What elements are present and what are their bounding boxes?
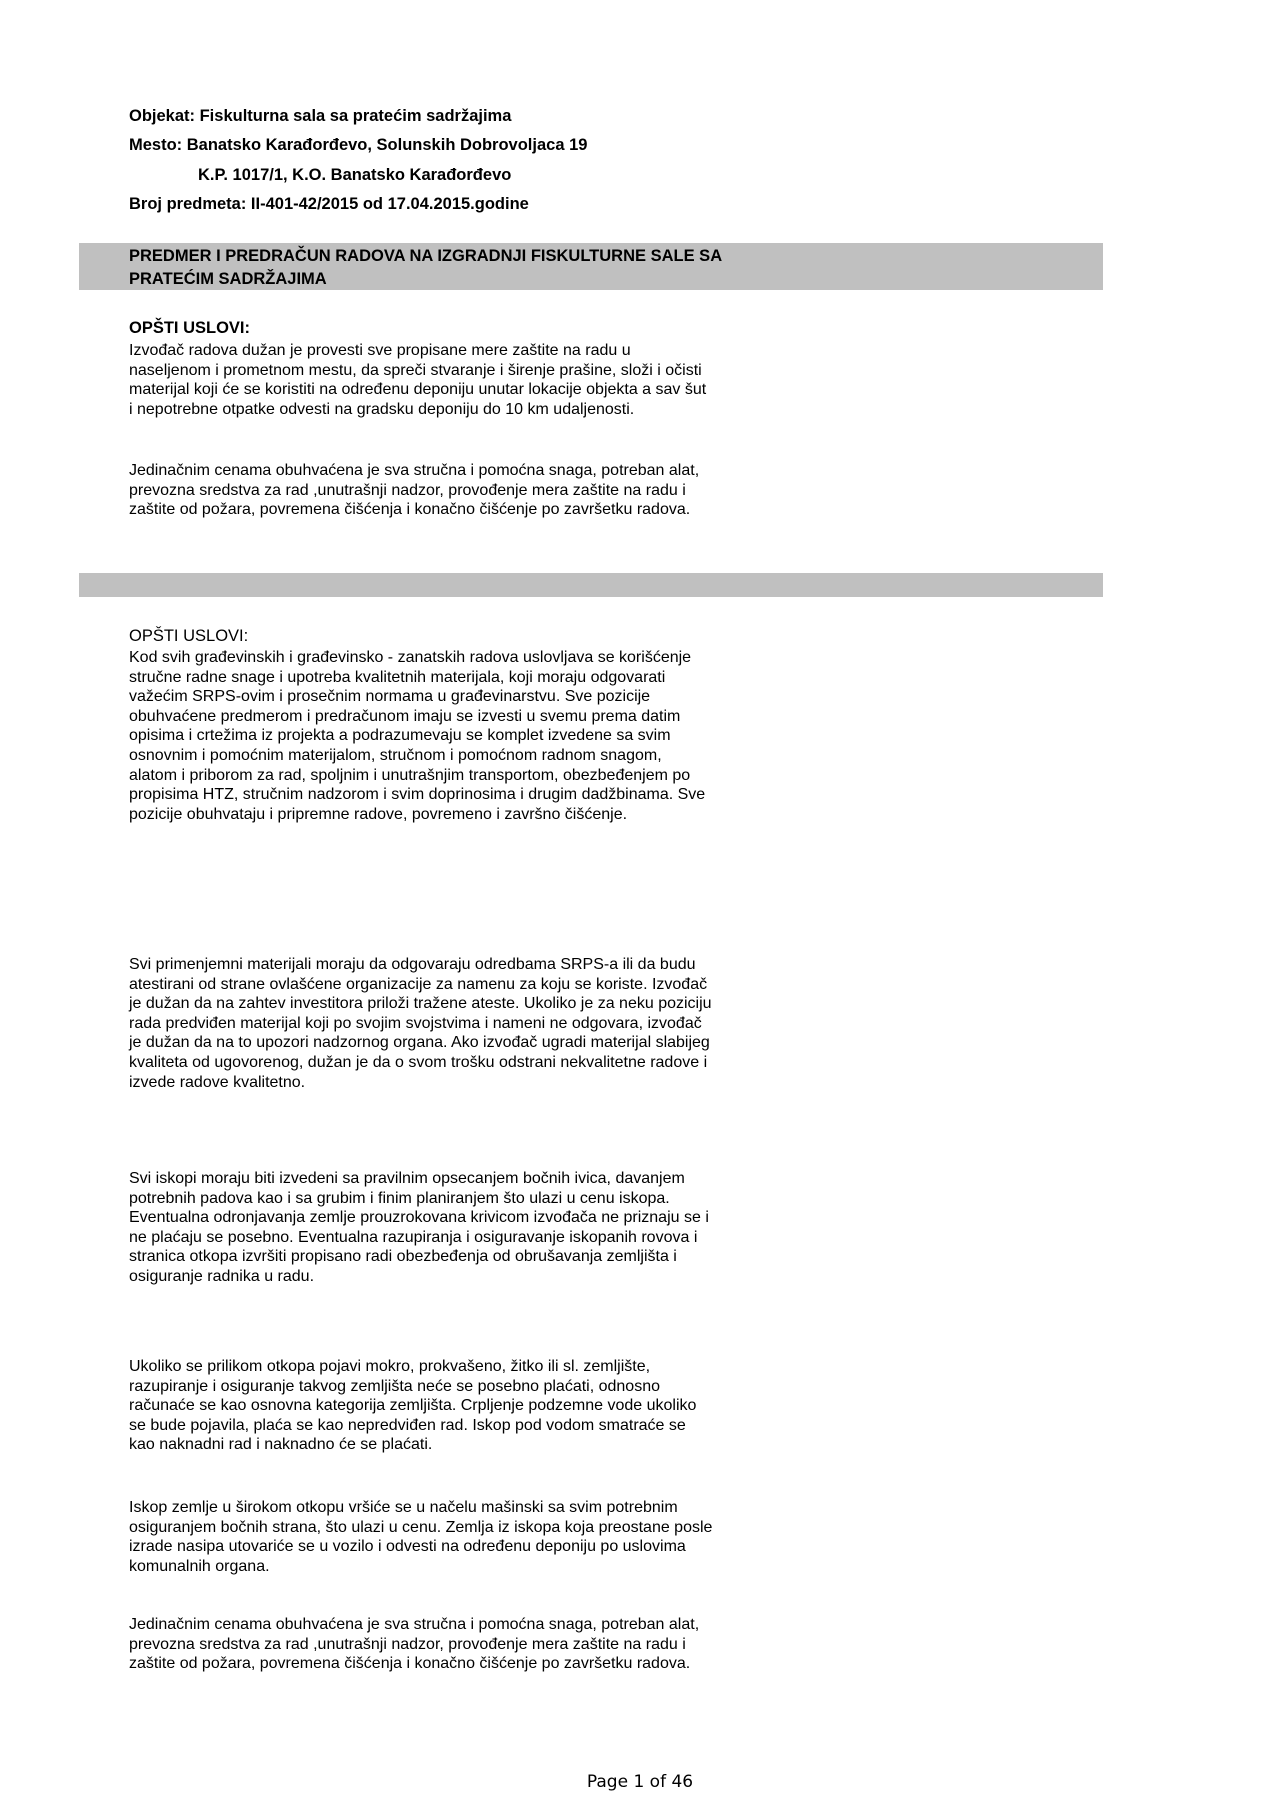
section2-paragraph-6: Jedinačnim cenama obuhvaćena je sva stručna i pomoćna snaga, potreban alat, prevozna sredstva za rad ,unutrašnji nadzor, provođenje mera zaštite na radu i zaštite od požara, povremena čišćenja i konačno čišćenje po završetku radova. bbox=[129, 1616, 700, 1673]
objekat-line: Objekat: Fiskulturna sala sa pratećim sadržajima bbox=[129, 107, 512, 125]
section1-paragraph-1: Izvođač radova dužan je provesti sve propisane mere zaštite na radu u naseljenom i prometnom mestu, da spreči stvaranje i širenje prašine, složi i očisti materijal koji će se koristiti na određenu deponiju unutar lokacije objekta a sav šut i nepotrebne otpatke odvesti na gradsku deponiju do 10 km udaljenosti. bbox=[129, 342, 707, 418]
section2-paragraph-2: Svi primenjemni materijali moraju da odgovaraju odredbama SRPS-a ili da budu atestirani od strane ovlašćene organizacije za namenu za koju se koriste. Izvođač je dužan da na zahtev investitora priloži tražene ateste. Ukoliko je za neku poziciju rada predviđen materijal koji po svojim svojstvima i nameni ne odgovara, izvođač je dužan da na to upozori nadzornog organa. Ako izvođač ugradi materijal slabijeg kvaliteta od ugovorenog, dužan je da o svom trošku odstrani nekvalitetne radove i izvede radove kvalitetno. bbox=[129, 956, 712, 1091]
section2-paragraph-3: Svi iskopi moraju biti izvedeni sa pravilnim opsecanjem bočnih ivica, davanjem potrebnih padova kao i sa grubim i finim planiranjem što ulazi u cenu iskopa. Eventualna odronjavanja zemlje prouzrokovana krivicom izvođača ne priznaju se i ne plaćaju se posebno. Eventualna razupiranja i osiguravanje iskopanih rovova i stranica otkopa izvršiti propisano radi obezbeđenja od obrušavanja zemljišta i osiguranje radnika u radu. bbox=[129, 1170, 709, 1285]
section1-label: OPŠTI USLOVI: bbox=[129, 319, 251, 337]
section2-paragraph-5: Iskop zemlje u širokom otkopu vršiće se u načelu mašinski sa svim potrebnim osiguranjem bočnih strana, što ulazi u cenu. Zemlja iz iskopa koja preostane posle izrade nasipa utovariće se u vozilo i odvesti na određenu deponiju po uslovima komunalnih organa. bbox=[129, 1499, 713, 1575]
separator-band bbox=[79, 573, 1103, 597]
broj-predmeta-line: Broj predmeta: II-401-42/2015 od 17.04.2015.godine bbox=[129, 195, 529, 213]
section2-paragraph-4: Ukoliko se prilikom otkopa pojavi mokro, prokvašeno, žitko ili sl. zemljište, razupiranje i osiguranje takvog zemljišta neće se posebno plaćati, odnosno računaće se kao osnovna kategorija zemljišta. Crpljenje podzemne vode ukoliko se bude pojavila, plaća se kao nepredviđen rad. Iskop pod vodom smatraće se kao naknadni rad i naknadno će se plaćati. bbox=[129, 1358, 697, 1454]
section2-label: OPŠTI USLOVI: bbox=[129, 627, 249, 645]
kp-line: K.P. 1017/1, K.O. Banatsko Karađorđevo bbox=[198, 166, 512, 184]
section2-paragraph-1: Kod svih građevinskih i građevinsko - zanatskih radova uslovljava se korišćenje stručne radne snage i upotreba kvalitetnih materijala, koji moraju odgovarati važećim SRPS-ovim i prosečnim normama u građevinarstvu. Sve pozicije obuhvaćene predmerom i predračunom imaju se izvesti u svemu prema datim opisima i crtežima iz projekta a podrazumevaju se komplet izvedene sa svim osnovnim i pomoćnim materijalom, stručnom i pomoćnom radnom snagom, alatom i priborom za rad, spoljnim i unutrašnjim transportom, obezbeđenjem po propisima HTZ, stručnim nadzorom i svim doprinosima i drugim dadžbinama. Sve pozicije obuhvataju i pripremne radove, povremeno i završno čišćenje. bbox=[129, 649, 706, 823]
section1-paragraph-2: Jedinačnim cenama obuhvaćena je sva stručna i pomoćna snaga, potreban alat, prevozna sredstva za rad ,unutrašnji nadzor, provođenje mera zaštite na radu i zaštite od požara, povremena čišćenja i konačno čišćenje po završetku radova. bbox=[129, 462, 700, 519]
mesto-line: Mesto: Banatsko Karađorđevo, Solunskih Dobrovoljaca 19 bbox=[129, 136, 588, 154]
document-title: PREDMER I PREDRAČUN RADOVA NA IZGRADNJI FISKULTURNE SALE SA PRATEĆIM SADRŽAJIMA bbox=[129, 247, 722, 288]
page-number: Page 1 of 46 bbox=[586, 1772, 694, 1792]
